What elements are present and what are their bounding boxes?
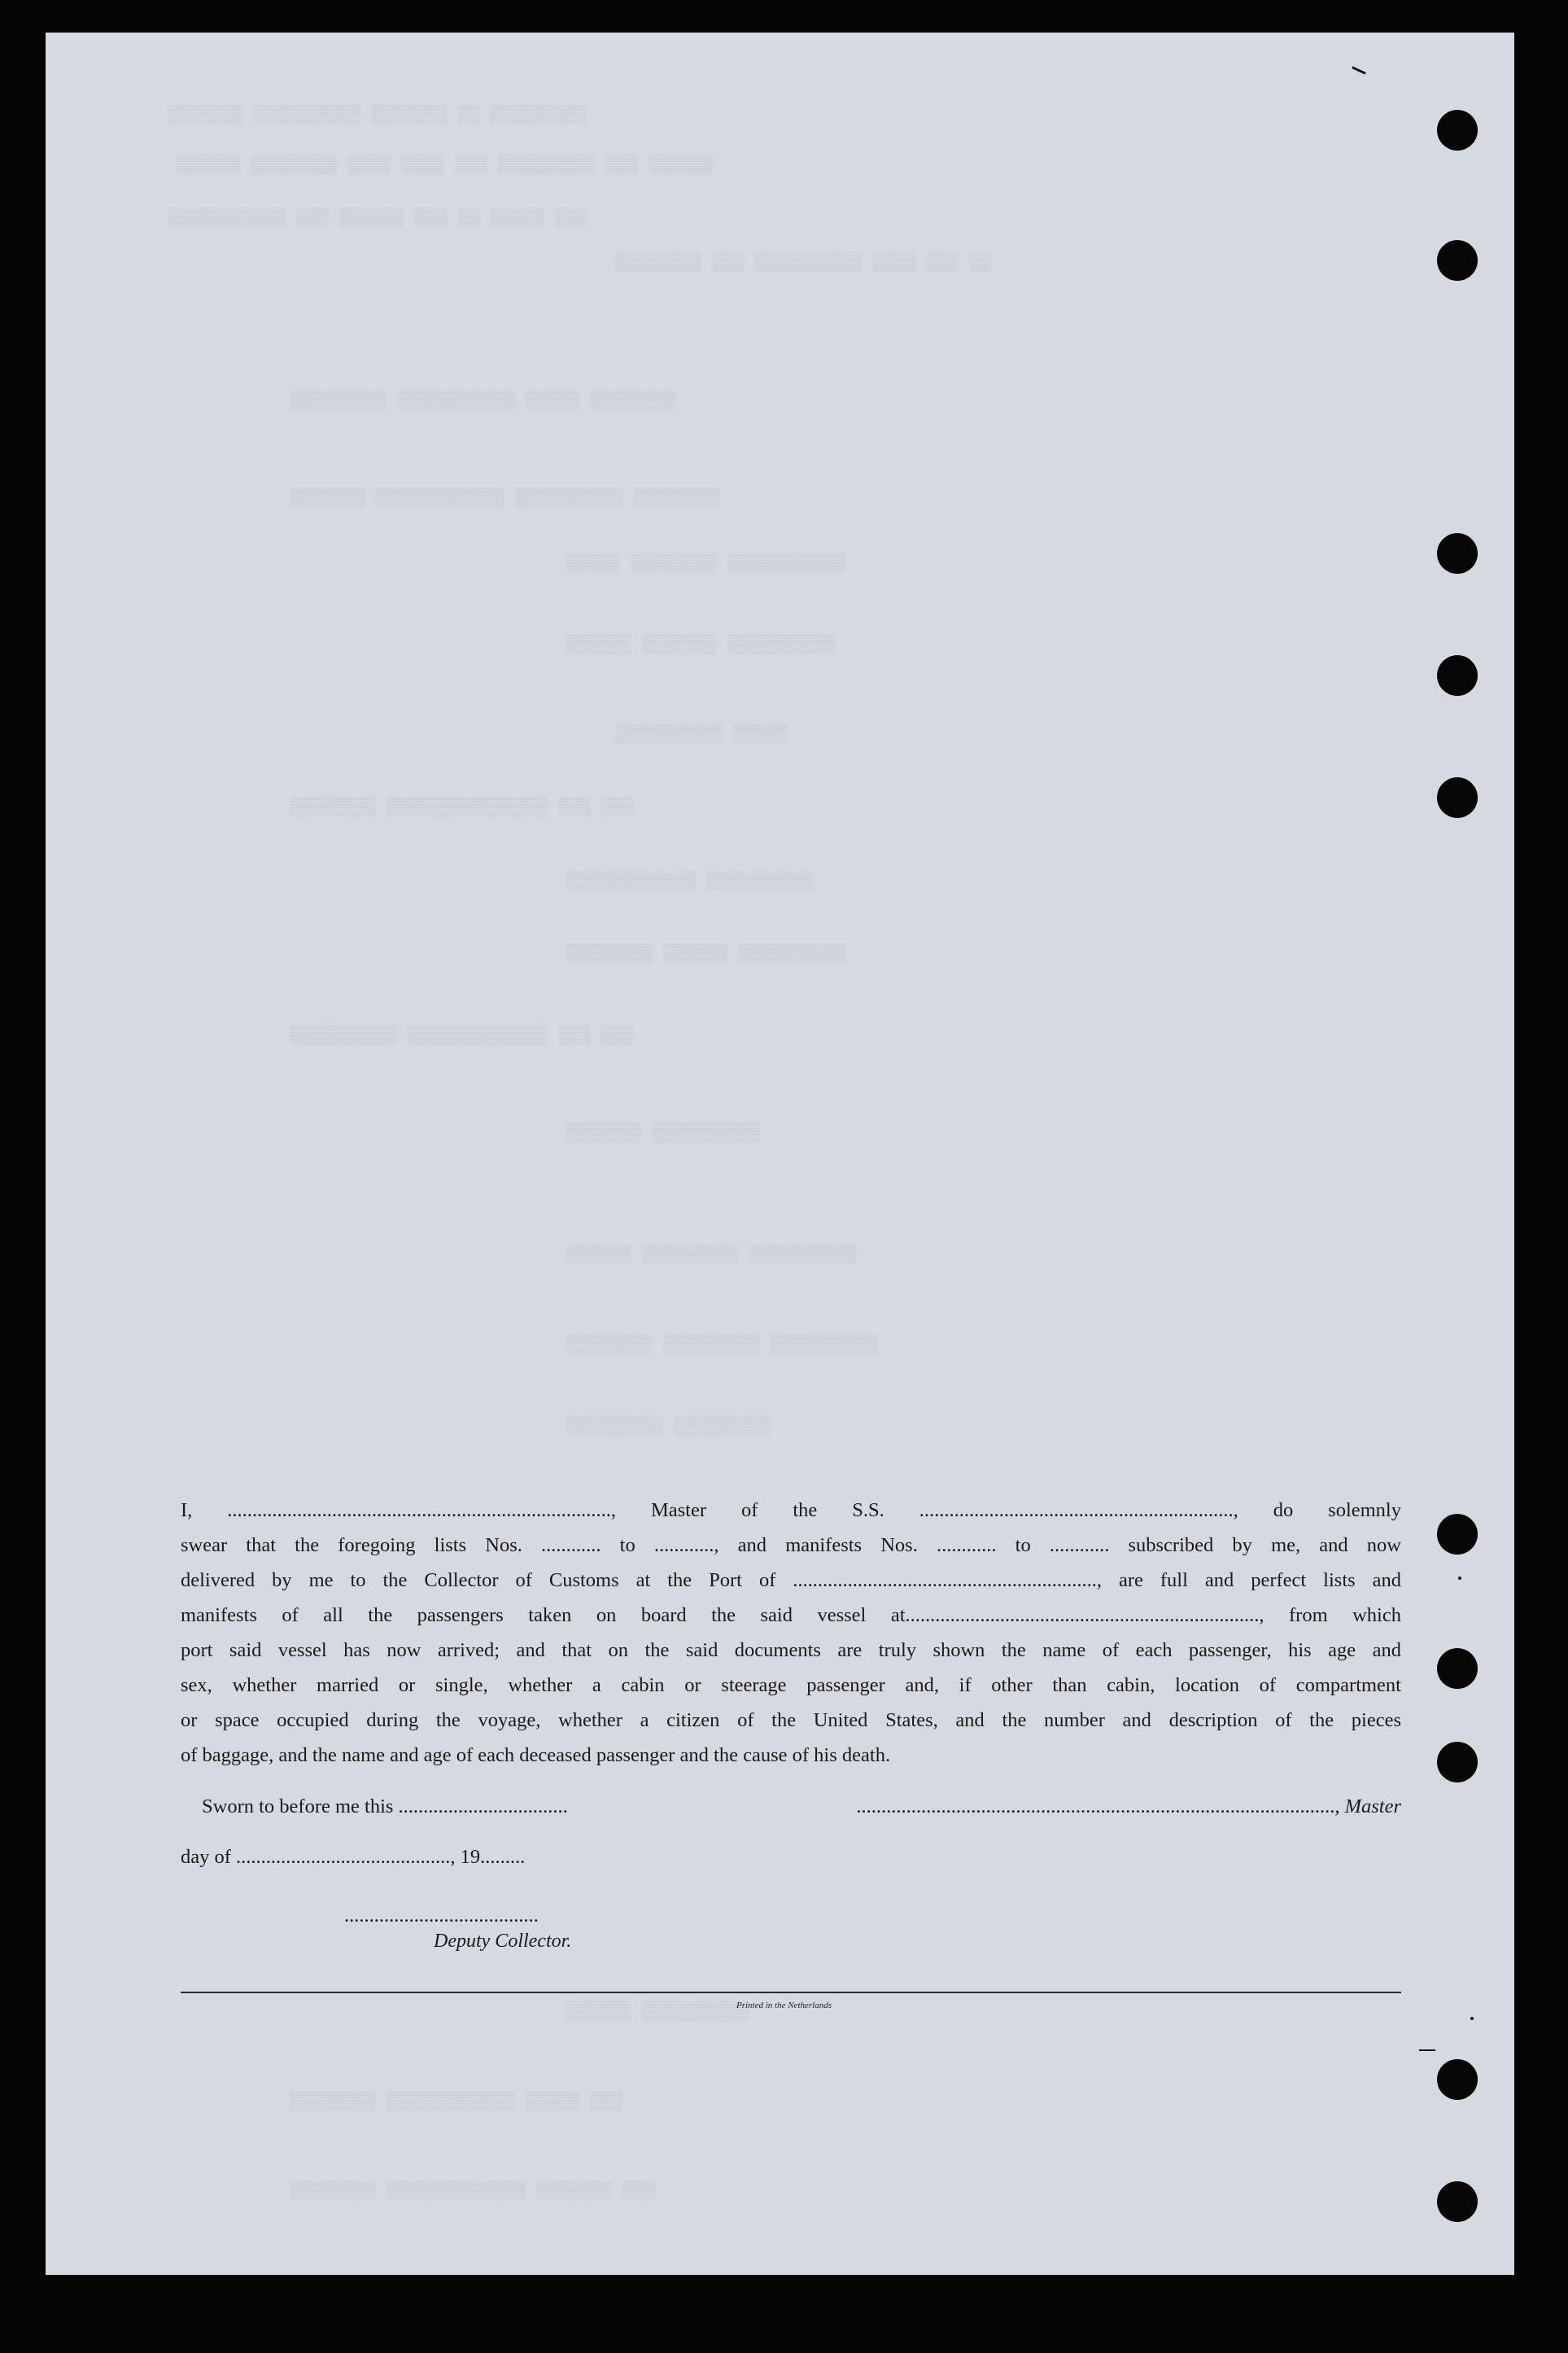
bleed-through-heading: ▒▒▒▒▒▒ ▒▒▒ ▒▒▒▒▒▒▒▒▒ ▒▒▒ ▒▒▒▒ ▒▒▒▒ ▒▒▒▒▒▒▒▒ ▒▒▒▒▒▒ [176, 155, 714, 175]
master-signature-dots: ................................................................................................, [856, 1795, 1345, 1817]
bleed-through-row: ▒▒▒▒▒▒▒▒▒▒ ▒▒▒▒▒▒▒▒▒▒▒▒ [566, 871, 814, 891]
bleed-through-heading: ▒▒▒ ▒▒▒▒▒ ▒▒ ▒▒▒ ▒▒▒▒▒▒ ▒▒▒ ▒▒▒▒▒▒▒▒▒▒▒ [168, 208, 587, 228]
oath-line: manifests of all the passengers taken on board the said vessel at......................................................................., from which [181, 1604, 1401, 1626]
printed-in-note: Printed in the Netherlands [736, 2001, 832, 2010]
punch-hole [1437, 533, 1478, 574]
bleed-through-row: ▒▒▒▒▒▒▒▒ ▒▒▒▒▒ ▒▒▒▒▒▒▒▒▒▒▒ ▒▒▒▒▒▒▒▒▒ [290, 391, 677, 411]
punch-hole [1437, 2059, 1478, 2100]
punch-hole [1437, 240, 1478, 281]
oath-line: I, ............................................................................., Master of the S.S. ..............................................................., do solemnly [181, 1499, 1401, 1521]
bleed-through-row: ▒▒▒▒▒ ▒▒▒▒▒▒▒▒▒▒ [615, 724, 788, 745]
punch-hole [1437, 1742, 1478, 1782]
bleed-through-row: ▒▒▒▒▒▒▒▒▒▒ ▒▒▒▒▒▒▒ ▒▒▒▒▒▒ [566, 635, 836, 655]
master-label: Master [1344, 1795, 1401, 1817]
master-signature-field [856, 1795, 1401, 1818]
bleed-through-row: ▒▒▒▒▒▒▒▒▒▒ ▒▒▒▒▒▒▒▒▒ ▒▒▒▒▒▒ [566, 1245, 857, 1266]
sworn-line [202, 1795, 1401, 1818]
oath-line: delivered by me to the Collector of Customs at the Port of ............................................................., are full and perfect lists and [181, 1569, 1401, 1591]
bleed-through-row: ▒▒▒ ▒▒▒ ▒▒▒▒▒▒▒▒▒▒▒▒▒ ▒▒▒▒▒▒▒▒▒▒ [290, 1026, 634, 1046]
bleed-through-heading: ▒▒ ▒▒▒ ▒▒▒▒ ▒▒▒▒▒▒▒▒▒▒ ▒▒▒ ▒▒▒▒▒▒▒▒ [615, 252, 992, 273]
bleed-through-row: ▒▒▒ ▒▒▒▒▒▒▒ ▒▒▒▒▒▒▒▒▒▒▒▒▒ ▒▒▒▒▒▒▒▒ [290, 2181, 655, 2202]
oath-line: port said vessel has now arrived; and that on the said documents are truly shown the name of each passenger, his age and [181, 1639, 1401, 1661]
punch-hole [1437, 110, 1478, 151]
oath-line: sex, whether married or single, whether a cabin or steerage passenger and, if other than cabin, location of compartment [181, 1674, 1401, 1696]
oath-line: of baggage, and the name and age of each deceased passenger and the cause of his death. [181, 1744, 891, 1766]
sworn-before-text: Sworn to before me this .................................. [202, 1795, 568, 1817]
bleed-through-row: ▒▒▒▒▒▒▒▒▒ ▒▒▒▒▒▒▒▒▒ [566, 1416, 771, 1437]
scan-mark [1458, 1577, 1461, 1580]
punch-hole [1437, 1648, 1478, 1689]
punch-hole [1437, 655, 1478, 696]
bleed-through-heading: ▒▒▒▒▒▒▒▒▒ ▒▒ ▒▒▒▒▒▒▒ ▒▒▒▒▒▒▒▒▒▒ ▒▒▒▒▒▒▒ [168, 106, 587, 126]
scan-mark [1470, 2017, 1474, 2020]
punch-hole [1437, 1514, 1478, 1555]
bleed-through-row: ▒▒▒▒▒▒▒▒▒▒ ▒▒▒▒▒▒▒ [566, 1123, 760, 1144]
bleed-through-row: ▒▒▒▒▒▒▒▒▒▒▒ ▒▒▒▒▒▒▒▒ ▒▒▒▒▒ [566, 553, 846, 574]
footer-rule [181, 1992, 1401, 1993]
document-page [46, 33, 1514, 2275]
bleed-through-row: ▒▒▒▒▒▒▒▒▒▒ ▒▒▒▒▒▒ ▒▒▒▒▒▒▒▒ [566, 944, 846, 964]
oath-line: or space occupied during the voyage, whether a citizen of the United States, and the number and description of the pieces [181, 1709, 1401, 1731]
punch-hole [1437, 2181, 1478, 2222]
bleed-through-row: ▒▒▒ ▒▒▒ ▒▒▒▒▒▒▒▒▒▒▒▒▒▒▒ ▒▒▒▒▒▒▒▒ [290, 798, 634, 818]
scan-mark [1419, 2049, 1435, 2051]
scan-mark [1352, 66, 1366, 74]
oath-line: swear that the foregoing lists Nos. ............ to ............, and manifests Nos. ............ to ............ subscribed by me, and now [181, 1534, 1401, 1556]
bleed-through-row: ▒▒▒▒▒▒▒▒▒▒ ▒▒▒▒▒▒▒▒▒ ▒▒▒▒▒▒▒▒ [566, 1335, 878, 1355]
deputy-signature-line: ....................................... [344, 1905, 539, 1927]
deputy-collector-label: Deputy Collector. [434, 1931, 572, 1952]
bleed-through-row: ▒▒▒ ▒▒▒▒▒ ▒▒▒▒▒▒▒▒▒▒▒▒ ▒▒▒▒▒▒▒▒ [290, 2092, 623, 2112]
punch-hole [1437, 777, 1478, 818]
bleed-through-row: ▒▒▒▒▒▒▒▒ ▒▒▒▒▒▒▒▒▒▒ ▒▒▒▒▒▒▒▒▒▒▒▒ ▒▒▒▒▒▒▒ [290, 488, 720, 509]
day-of-line: day of ..........................................., 19......... [181, 1846, 526, 1868]
bleed-through-row: ▒▒▒▒▒▒▒▒▒▒ ▒▒▒▒▒▒ [566, 2002, 749, 2023]
oath-paragraph [181, 1493, 1401, 1773]
